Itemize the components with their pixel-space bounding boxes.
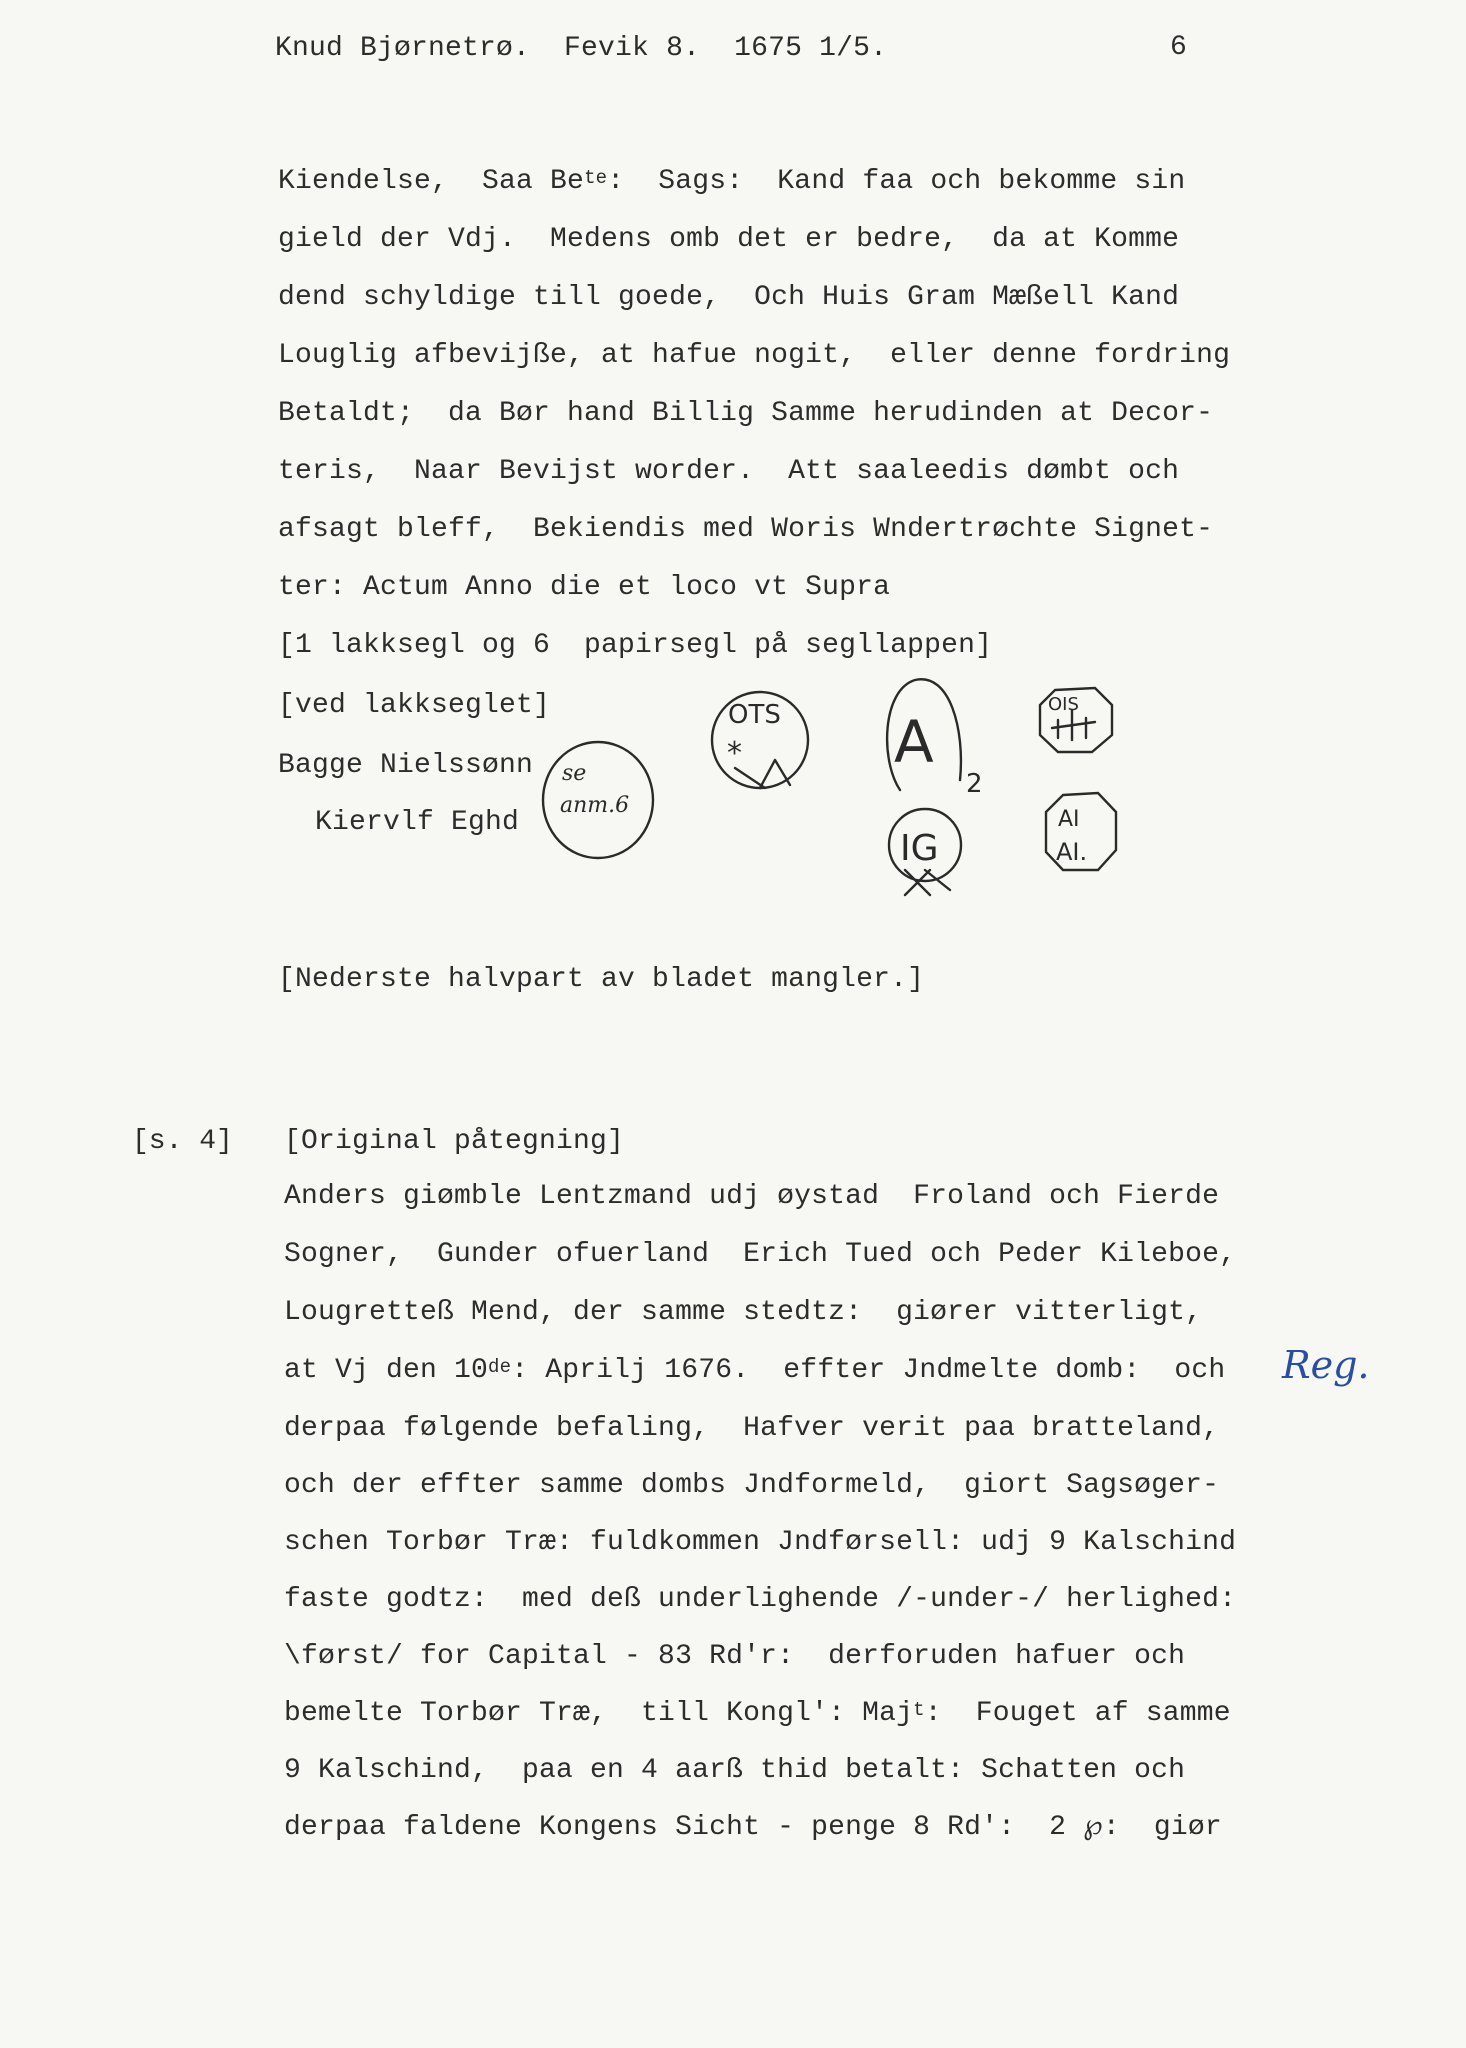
text-line: faste godtz: med deß underlighende /-under-/ herlighed: xyxy=(284,1584,1237,1615)
text-line: \først/ for Capital - 83 Rd'r: derforuden hafuer och xyxy=(284,1641,1186,1672)
text-line: Louglig afbevijße, at hafue nogit, eller denne fordring xyxy=(278,340,1231,371)
text-line: Kiendelse, Saa $Be^{te}$: Sags: Kand faa och bekomme sin xyxy=(278,166,1186,197)
page-number: 6 xyxy=(1170,32,1187,63)
seal-ig-mark xyxy=(905,870,950,895)
text-line: 9 Kalschind, paa en 4 aarß thid betalt: Schatten och xyxy=(284,1755,1186,1786)
signer-name: Kiervlf Eghd xyxy=(315,807,520,838)
text-line: dend schyldige till goede, Och Huis Gram Mæßell Kand xyxy=(278,282,1180,313)
text-line: schen Torbør Træ: fuldkommen Jndførsell: udj 9 Kalschind xyxy=(284,1527,1237,1558)
seal-a-number: 2 xyxy=(966,769,983,799)
signer-name: Bagge Nielssønn xyxy=(278,750,534,781)
seal-ai-line2: AI. xyxy=(1056,838,1088,866)
text-line: ter: Actum Anno die et loco vt Supra xyxy=(278,572,891,603)
text-line: Betaldt; da Bør hand Billig Samme herudinden at Decor- xyxy=(278,398,1214,429)
seal-sketches xyxy=(0,0,1466,950)
editorial-note: [ved lakkseglet] xyxy=(278,690,551,721)
missing-note: [Nederste halvpart av bladet mangler.] xyxy=(278,964,925,995)
seal-ois-text: OIS xyxy=(1048,694,1079,715)
editorial-note: [1 lakksegl og 6 papirsegl på segllappen] xyxy=(278,630,993,661)
text-line: gield der Vdj. Medens omb det er bedre, da at Komme xyxy=(278,224,1180,255)
margin-page-ref: [s. 4] xyxy=(132,1126,233,1157)
editorial-note: [Original påtegning] xyxy=(284,1126,625,1157)
seal-note-line1: se xyxy=(562,761,587,786)
seal-a-letter: A xyxy=(894,708,934,776)
text-line: teris, Naar Bevijst worder. Att saaleedis dømbt och xyxy=(278,456,1180,487)
text-line: Sogner, Gunder ofuerland Erich Tued och Peder Kileboe, xyxy=(284,1239,1237,1270)
text-line: Anders giømble Lentzmand udj øystad Froland och Fierde xyxy=(284,1181,1220,1212)
text-line: afsagt bleff, Bekiendis med Woris Wndertrøchte Signet- xyxy=(278,514,1214,545)
text-line: derpaa følgende befaling, Hafver verit paa bratteland, xyxy=(284,1413,1220,1444)
text-line: och der effter samme dombs Jndformeld, giort Sagsøger- xyxy=(284,1470,1220,1501)
text-line: at Vj den 10de: Aprilj 1676. effter Jndmelte domb: och xyxy=(284,1355,1226,1386)
seal-ai-line1: AI xyxy=(1058,807,1080,832)
reg-annotation: Reg. xyxy=(1282,1343,1370,1387)
page-header: Knud Bjørnetrø. Fevik 8. 1675 1/5. xyxy=(275,33,888,64)
text-line: bemelte Torbør Træ, till Kongl': Maj$^t$: Fouget af samme xyxy=(284,1698,1231,1729)
seal-ig-text: IG xyxy=(900,828,939,869)
seal-ots-text: OTS xyxy=(728,700,781,730)
text-line: derpaa faldene Kongens Sicht - penge 8 Rd': 2 ℘: giør xyxy=(284,1812,1222,1843)
seal-ots-star: * xyxy=(727,736,742,771)
text-line: Lougretteß Mend, der samme stedtz: giører vitterligt, xyxy=(284,1297,1203,1328)
seal-note-line2: anm.6 xyxy=(560,793,630,818)
